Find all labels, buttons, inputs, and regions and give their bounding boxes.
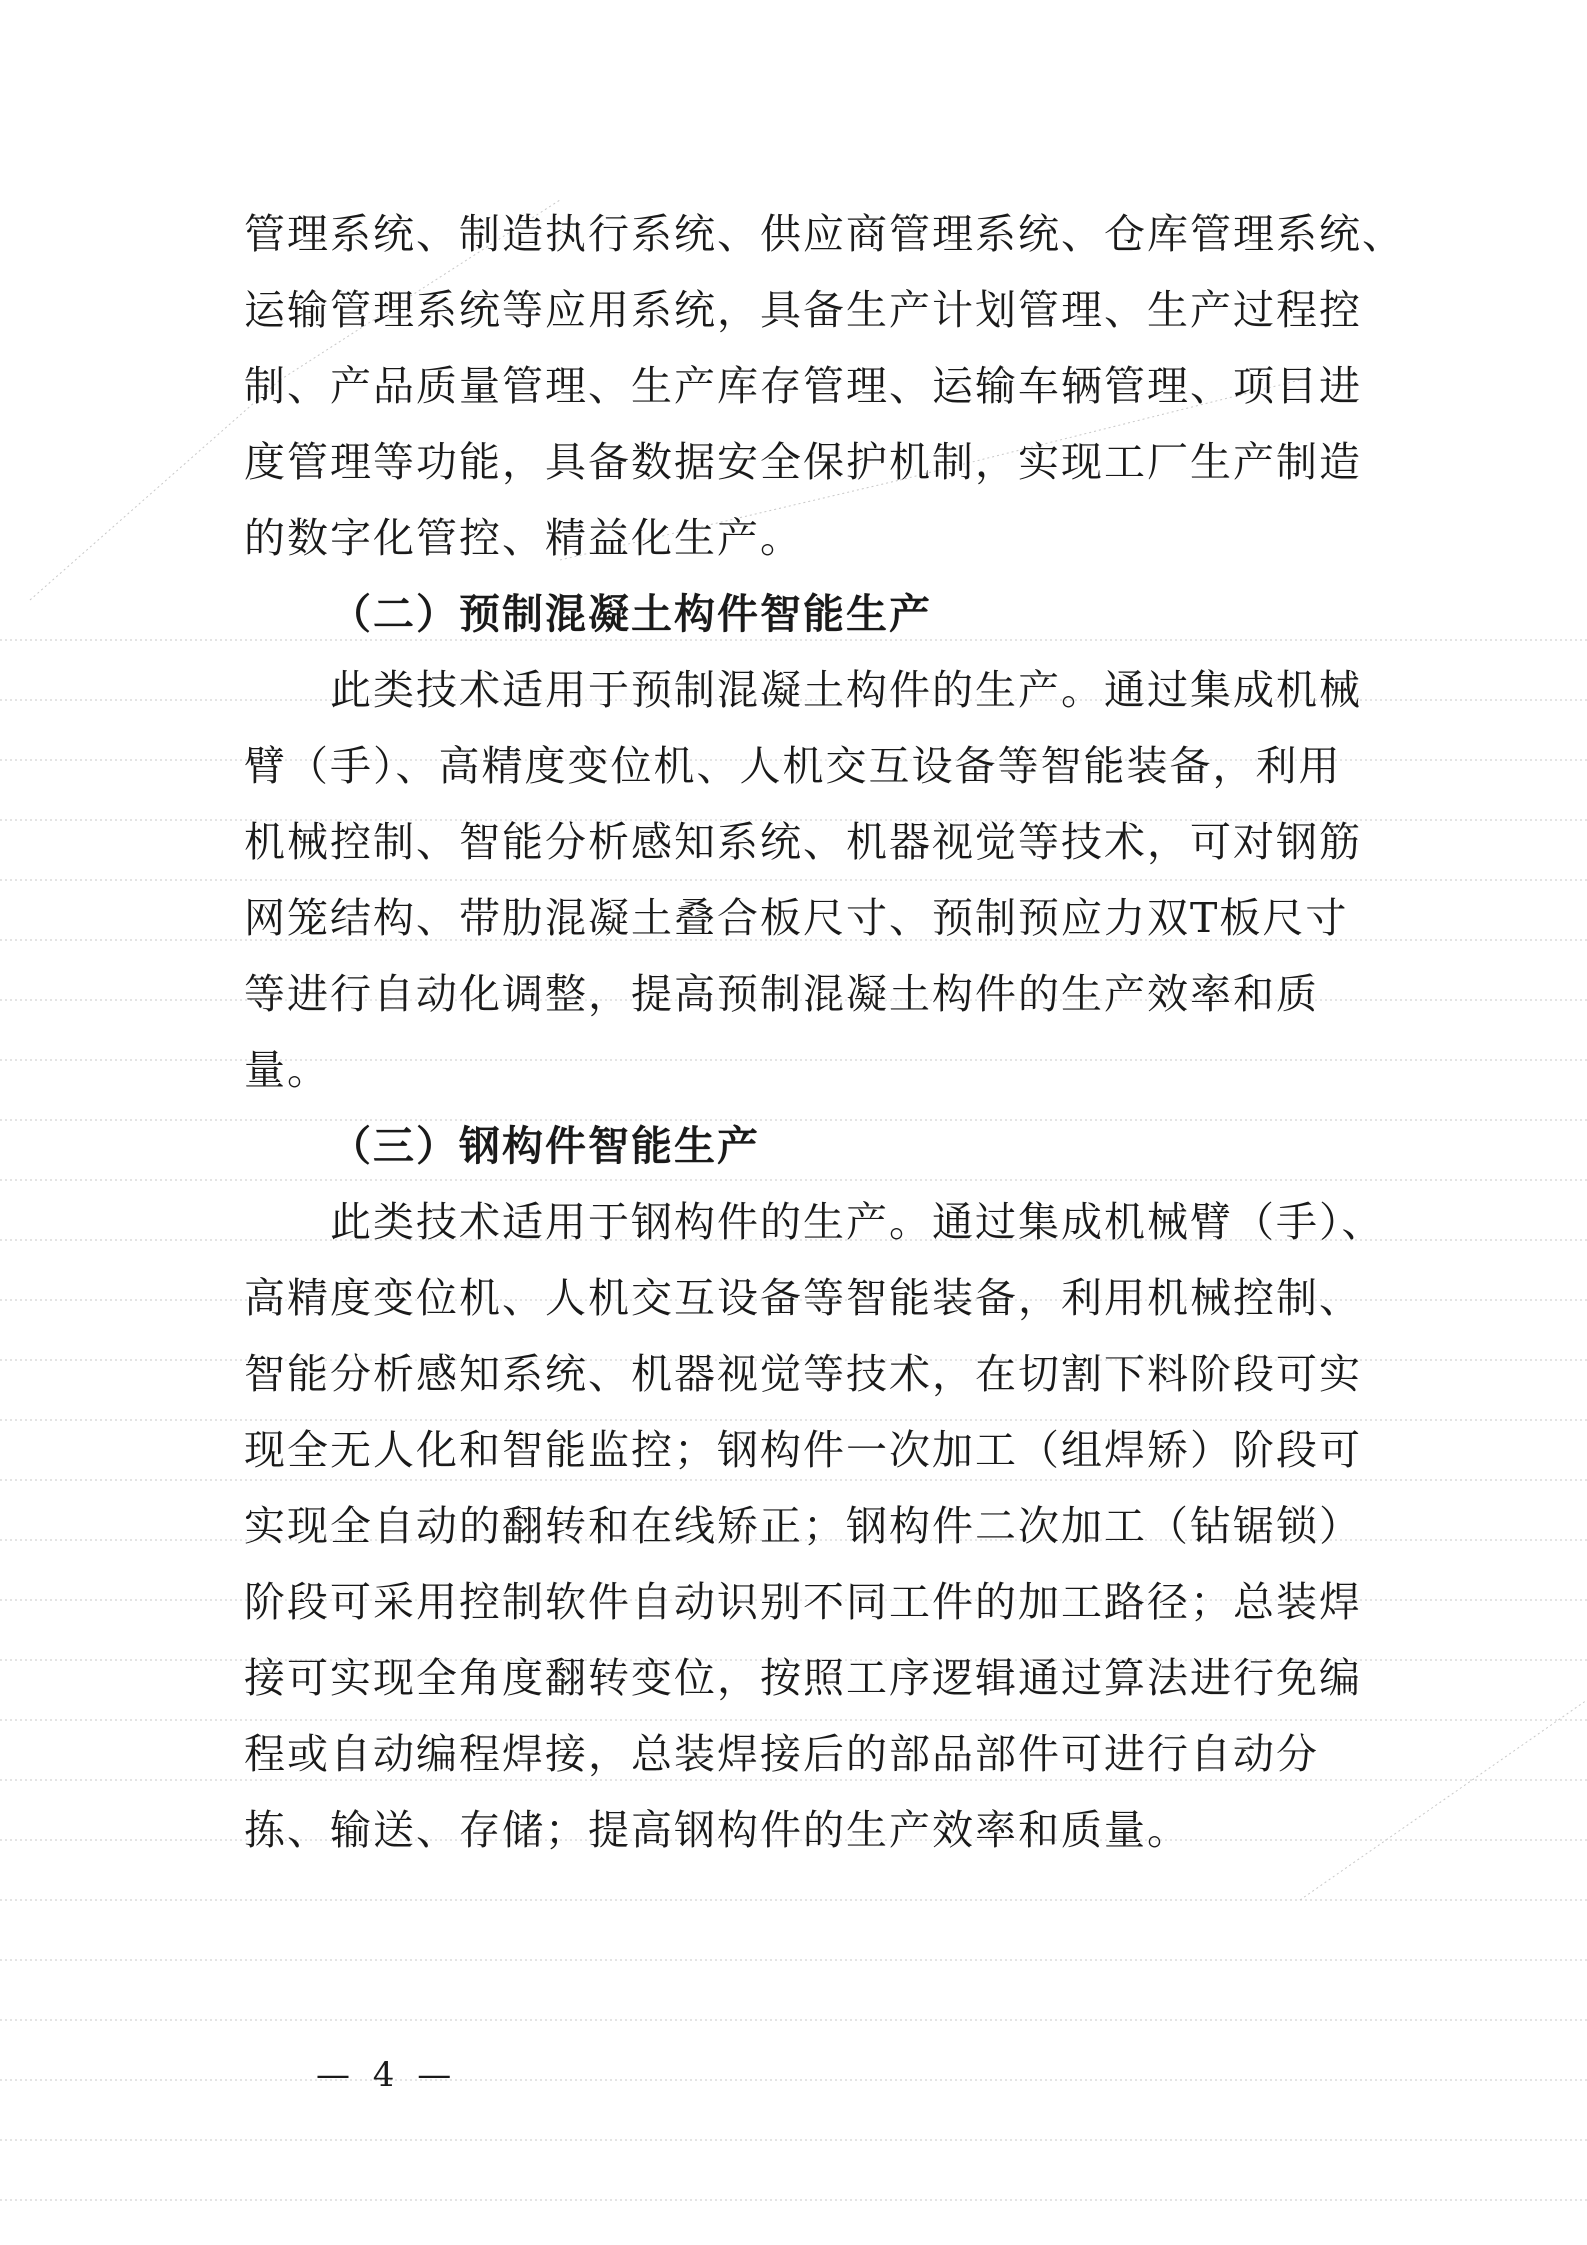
paragraph-1-line-4: 度管理等功能，具备数据安全保护机制，实现工厂生产制造 (244, 438, 1362, 486)
section-heading-3: （三）钢构件智能生产 (330, 1122, 760, 1170)
paragraph-3-line-9: 拣、输送、存储；提高钢构件的生产效率和质量。 (244, 1806, 1190, 1854)
section-heading-2: （二）预制混凝土构件智能生产 (330, 590, 932, 638)
paragraph-2-line-5: 等进行自动化调整，提高预制混凝土构件的生产效率和质 (244, 970, 1319, 1018)
page-number: — 4 — (316, 2055, 458, 2095)
paragraph-1-line-1: 管理系统、制造执行系统、供应商管理系统、仓库管理系统、 (244, 210, 1405, 258)
paragraph-3-line-3: 智能分析感知系统、机器视觉等技术，在切割下料阶段可实 (244, 1350, 1362, 1398)
paragraph-3-line-8: 程或自动编程焊接，总装焊接后的部品部件可进行自动分 (244, 1730, 1319, 1778)
paragraph-2-line-2: 臂（手）、高精度变位机、人机交互设备等智能装备，利用 (244, 742, 1342, 790)
paragraph-2-line-6: 量。 (244, 1046, 330, 1094)
paragraph-3-line-1: 此类技术适用于钢构件的生产。通过集成机械臂（手）、 (330, 1198, 1385, 1246)
paragraph-3-line-6: 阶段可采用控制软件自动识别不同工件的加工路径；总装焊 (244, 1578, 1362, 1626)
paragraph-3-line-2: 高精度变位机、人机交互设备等智能装备，利用机械控制、 (244, 1274, 1362, 1322)
paragraph-3-line-7: 接可实现全角度翻转变位，按照工序逻辑通过算法进行免编 (244, 1654, 1362, 1702)
paragraph-3-line-4: 现全无人化和智能监控；钢构件一次加工（组焊矫）阶段可 (244, 1426, 1362, 1474)
paragraph-3-line-5: 实现全自动的翻转和在线矫正；钢构件二次加工（钻锯锁） (244, 1502, 1362, 1550)
paragraph-2-line-1: 此类技术适用于预制混凝土构件的生产。通过集成机械 (330, 666, 1362, 714)
paragraph-2-line-3: 机械控制、智能分析感知系统、机器视觉等技术，可对钢筋 (244, 818, 1362, 866)
paragraph-1-line-3: 制、产品质量管理、生产库存管理、运输车辆管理、项目进 (244, 362, 1362, 410)
paragraph-2-line-4: 网笼结构、带肋混凝土叠合板尺寸、预制预应力双T板尺寸 (244, 894, 1349, 942)
body-text (244, 196, 1405, 1868)
paragraph-1-line-5: 的数字化管控、精益化生产。 (244, 514, 803, 562)
paragraph-1-line-2: 运输管理系统等应用系统，具备生产计划管理、生产过程控 (244, 286, 1362, 334)
